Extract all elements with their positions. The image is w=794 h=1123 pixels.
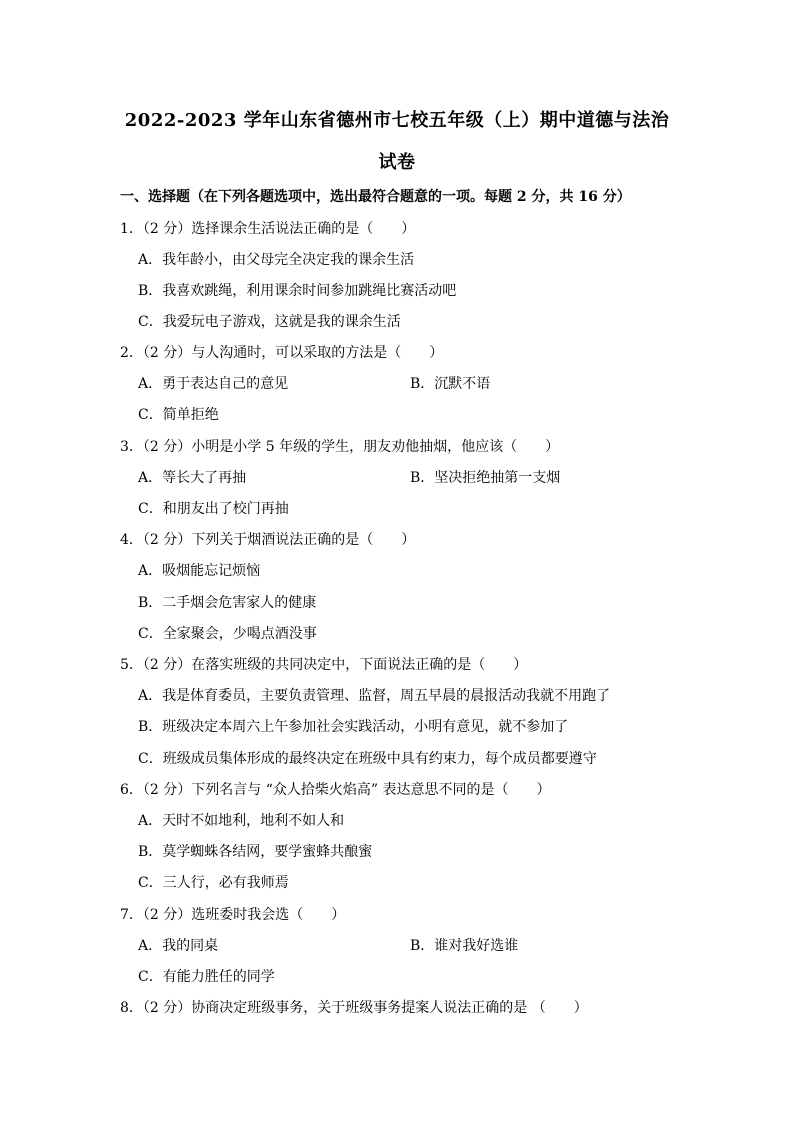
question-2-option-b: B．沉默不语	[410, 376, 491, 392]
question-5-option-b: B．班级决定本周六上午参加社会实践活动，小明有意见，就不参加了	[138, 719, 569, 735]
question-3-option-a: A．等长大了再抽	[138, 470, 247, 486]
question-2-stem: 2．（2 分）与人沟通时，可以采取的方法是（ ）	[120, 345, 444, 361]
exam-title-line2: 试卷	[378, 152, 416, 173]
question-3-option-b: B．坚决拒绝抽第一支烟	[410, 470, 561, 486]
question-6-option-c: C．三人行，必有我师焉	[138, 875, 289, 891]
question-4-option-b: B．二手烟会危害家人的健康	[138, 595, 317, 611]
question-2-option-a: A．勇于表达自己的意见	[138, 376, 289, 392]
question-2-option-c: C．简单拒绝	[138, 407, 219, 423]
question-7-option-b: B．谁对我好选谁	[410, 938, 519, 954]
question-1-option-a: A．我年龄小，由父母完全决定我的课余生活	[138, 252, 415, 268]
question-7-option-c: C．有能力胜任的同学	[138, 969, 275, 985]
question-5-option-a: A．我是体育委员，主要负责管理、监督，周五早晨的晨报活动我就不用跑了	[138, 688, 611, 704]
question-8-stem: 8．（2 分）协商决定班级事务，关于班级事务提案人说法正确的是 （ ）	[120, 1000, 588, 1016]
question-5-stem: 5．（2 分）在落实班级的共同决定中，下面说法正确的是（ ）	[120, 657, 528, 673]
question-7-option-a: A．我的同桌	[138, 938, 219, 954]
question-1-option-b: B．我喜欢跳绳，利用课余时间参加跳绳比赛活动吧	[138, 283, 457, 299]
question-3-stem: 3．（2 分）小明是小学 5 年级的学生，朋友劝他抽烟，他应该（ ）	[120, 439, 560, 455]
question-1-stem: 1．（2 分）选择课余生活说法正确的是（ ）	[120, 221, 416, 237]
question-3-option-c: C．和朋友出了校门再抽	[138, 501, 289, 517]
section-heading: 一、选择题（在下列各题选项中，选出最符合题意的一项。每题 2 分，共 16 分）	[120, 189, 631, 205]
question-1-option-c: C．我爱玩电子游戏，这就是我的课余生活	[138, 314, 401, 330]
question-4-option-a: A．吸烟能忘记烦恼	[138, 563, 261, 579]
question-7-stem: 7．（2 分）选班委时我会选（ ）	[120, 907, 346, 923]
question-5-option-c: C．班级成员集体形成的最终决定在班级中具有约束力，每个成员都要遵守	[138, 751, 597, 767]
question-6-stem: 6．（2 分）下列名言与 “众人拾柴火焰高” 表达意思不同的是（ ）	[120, 782, 551, 798]
question-4-option-c: C．全家聚会，少喝点酒没事	[138, 626, 317, 642]
question-4-stem: 4．（2 分）下列关于烟酒说法正确的是（ ）	[120, 532, 416, 548]
exam-title-line1: 2022-2023 学年山东省德州市七校五年级（上）期中道德与法治	[124, 110, 670, 131]
question-6-option-a: A．天时不如地利，地利不如人和	[138, 813, 345, 829]
question-6-option-b: B．莫学蜘蛛各结网，要学蜜蜂共酿蜜	[138, 844, 373, 860]
